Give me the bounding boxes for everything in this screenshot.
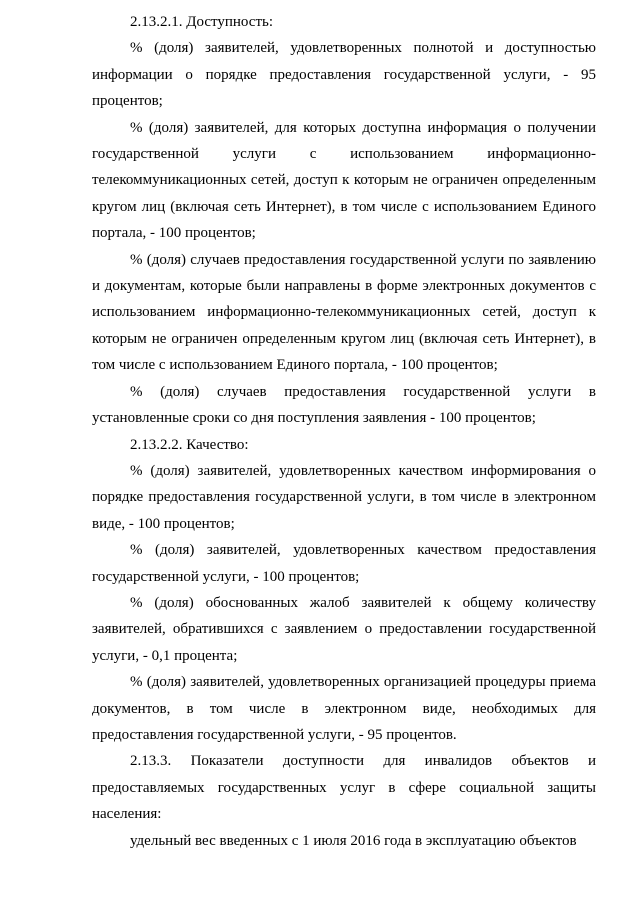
document-page [92,9,596,854]
paragraph-complaints: % (доля) обоснованных жалоб заявителей к общему количеству заявителей, обратившихся с заявлением о предоставлении государственной услуги, - 0,1 процента; [92,594,596,664]
paragraph-info-completeness: % (доля) заявителей, удовлетворенных полнотой и доступностью информации о порядке предоставления государственной услуги, - 95 процентов; [92,40,596,110]
heading-quality: 2.13.2.2. Качество: [130,436,249,453]
paragraph-reception-procedure: % (доля) заявителей, удовлетворенных организацией процедуры приема документов, в том числе в электронном виде, необходимых для предоставления государственной услуги, - 95 процентов. [92,674,596,743]
paragraph-electronic-applications: % (доля) случаев предоставления государственной услуги по заявлению и документам, которые были направлены в форме электронных документов с использованием информационно-телекоммуникационных сетей, доступ к которым не ограничен определенным кругом лиц (включая сеть Интернет), в том числе с использованием Единого портала, - 100 процентов; [92,251,596,374]
heading-disability-indicators: 2.13.3. Показатели доступности для инвалидов объектов и предоставляемых государственных услуг в сфере социальной защиты населения: [92,753,596,823]
paragraph-informing-quality: % (доля) заявителей, удовлетворенных качеством информирования о порядке предоставления государственной услуги, в том числе в электронном виде, - 100 процентов; [92,462,596,532]
heading-accessibility: 2.13.2.1. Доступность: [130,14,274,30]
paragraph-online-info-access: % (доля) заявителей, для которых доступна информация о получении государственной услуги с использованием информационно-телекоммуникационных сетей, доступ к которым не ограничен определенным кругом лиц (включая сеть Интернет), в том числе с использованием Единого портала, - 100 процентов; [92,119,596,242]
paragraph-service-quality: % (доля) заявителей, удовлетворенных качеством предоставления государственной услуги, - 100 процентов; [92,542,596,585]
paragraph-objects-share: удельный вес введенных с 1 июля 2016 года в эксплуатацию объектов [130,832,577,849]
paragraph-deadlines: % (доля) случаев предоставления государственной услуги в установленные сроки со дня поступления заявления - 100 процентов; [92,383,596,427]
